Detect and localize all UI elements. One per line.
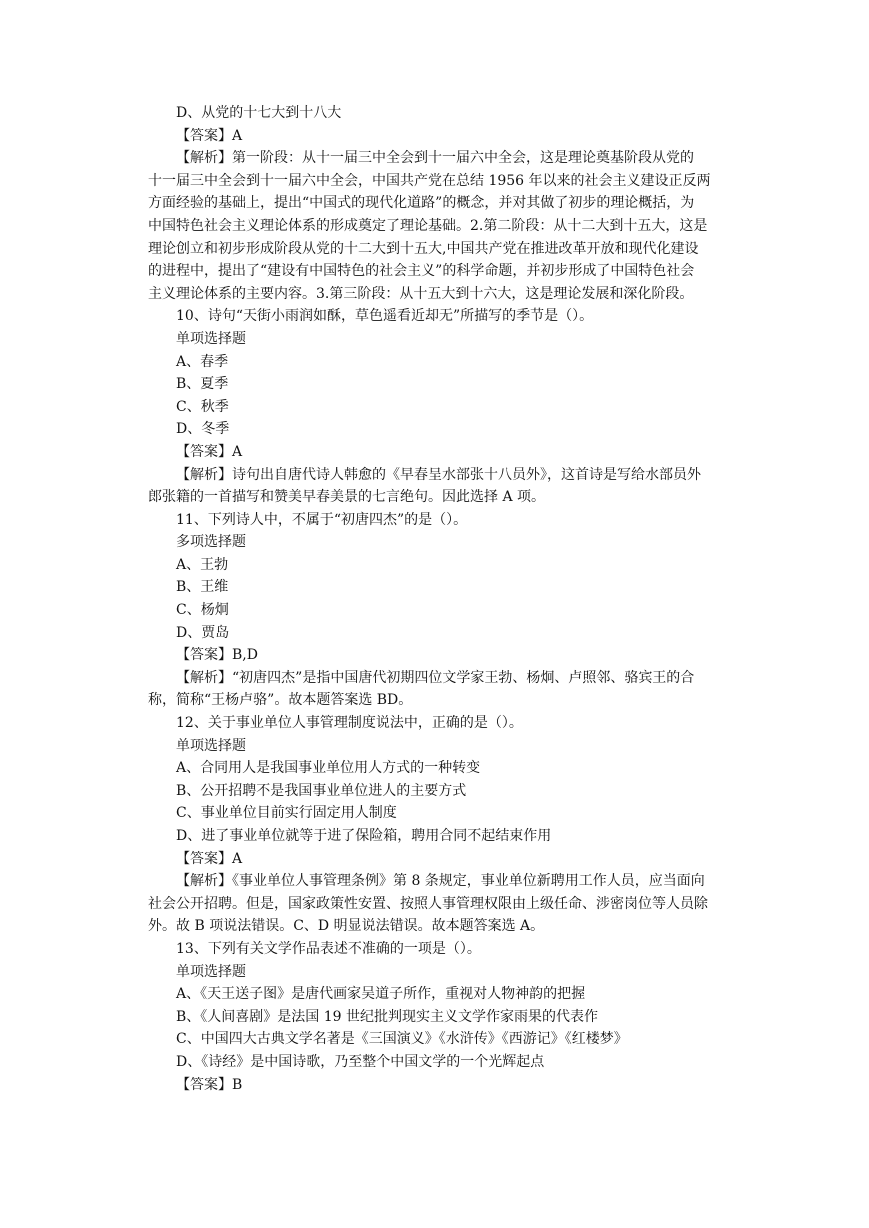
text-line: B、王维 bbox=[176, 579, 229, 596]
text-line: 外。故 B 项说法错误。C、D 明显说法错误。故本题答案选 A。 bbox=[148, 918, 545, 935]
text-line: 【答案】A bbox=[176, 850, 243, 867]
text-line: A、合同用人是我国事业单位用人方式的一种转变 bbox=[176, 760, 481, 777]
text-line: 【解析】“初唐四杰”是指中国唐代初期四位文学家王勃、杨炯、卢照邻、骆宾王的合 bbox=[176, 669, 695, 686]
text-line: 社会公开招聘。但是，国家政策性安置、按照人事管理权限由上级任命、涉密岗位等人员除 bbox=[148, 895, 708, 912]
text-line: 中国特色社会主义理论体系的形成奠定了理论基础。2.第二阶段：从十二大到十五大，这是 bbox=[148, 217, 708, 234]
text-line: 11、下列诗人中，不属于“初唐四杰”的是（）。 bbox=[176, 511, 468, 528]
text-line: 【解析】诗句出自唐代诗人韩愈的《早春呈水部张十八员外》，这首诗是写给水部员外 bbox=[176, 466, 701, 483]
document-body bbox=[148, 102, 740, 1096]
text-line: 理论创立和初步形成阶段从党的十二大到十五大,中国共产党在推进改革开放和现代化建设 bbox=[148, 240, 699, 257]
text-line: D、冬季 bbox=[176, 421, 230, 438]
text-line: 多项选择题 bbox=[176, 534, 246, 551]
text-line: A、《天王送子图》是唐代画家吴道子所作，重视对人物神韵的把握 bbox=[176, 986, 586, 1003]
text-line: 12、关于事业单位人事管理制度说法中，正确的是（）。 bbox=[176, 715, 523, 732]
text-line: 【解析】《事业单位人事管理条例》第 8 条规定，事业单位新聘用工作人员，应当面向 bbox=[176, 873, 705, 890]
text-line: 单项选择题 bbox=[176, 330, 246, 347]
text-line: B、《人间喜剧》是法国 19 世纪批判现实主义文学作家雨果的代表作 bbox=[176, 1008, 599, 1025]
text-line: 称，简称“王杨卢骆”。故本题答案选 BD。 bbox=[148, 692, 413, 709]
text-line: C、秋季 bbox=[176, 398, 229, 415]
text-line: 【答案】B bbox=[176, 1076, 243, 1093]
text-line: 13、下列有关文学作品表述不准确的一项是（）。 bbox=[176, 940, 481, 957]
text-line: A、王勃 bbox=[176, 556, 229, 573]
text-line: A、春季 bbox=[176, 353, 229, 370]
text-line: 【答案】B,D bbox=[176, 647, 258, 664]
text-line: 郎张籍的一首描写和赞美早春美景的七言绝句。因此选择 A 项。 bbox=[148, 489, 546, 506]
text-line: 【解析】第一阶段：从十一届三中全会到十一届六中全会，这是理论奠基阶段从党的 bbox=[176, 150, 694, 167]
text-line: D、从党的十七大到十八大 bbox=[176, 105, 342, 121]
text-line: 的进程中，提出了“建设有中国特色的社会主义”的科学命题，并初步形成了中国特色社会 bbox=[148, 263, 695, 280]
text-line: 10、诗句“天街小雨润如酥，草色遥看近却无”所描写的季节是（）。 bbox=[176, 308, 594, 325]
text-line: 单项选择题 bbox=[176, 737, 246, 754]
text-line: B、夏季 bbox=[176, 376, 229, 393]
text-line: 单项选择题 bbox=[176, 963, 246, 980]
text-line: 【答案】A bbox=[176, 127, 243, 144]
text-line: 十一届三中全会到十一届六中全会，中国共产党在总结 1956 年以来的社会主义建设正反两 bbox=[148, 172, 711, 189]
text-line: 【答案】A bbox=[176, 443, 243, 460]
text-line: 主义理论体系的主要内容。3.第三阶段：从十五大到十六大，这是理论发展和深化阶段。 bbox=[148, 285, 694, 302]
text-line: 方面经验的基础上，提出“中国式的现代化道路”的概念，并对其做了初步的理论概括，为 bbox=[148, 195, 695, 212]
text-line: C、中国四大古典文学名著是《三国演义》《水浒传》《西游记》《红楼梦》 bbox=[176, 1031, 628, 1048]
text-line: C、杨炯 bbox=[176, 602, 229, 619]
text-line: B、公开招聘不是我国事业单位进人的主要方式 bbox=[176, 782, 467, 799]
text-line: D、进了事业单位就等于进了保险箱，聘用合同不起结束作用 bbox=[176, 828, 552, 844]
text-line: D、贾岛 bbox=[176, 624, 230, 641]
text-line: D、《诗经》是中国诗歌，乃至整个中国文学的一个光辉起点 bbox=[176, 1053, 545, 1070]
text-line: C、事业单位目前实行固定用人制度 bbox=[176, 805, 397, 822]
